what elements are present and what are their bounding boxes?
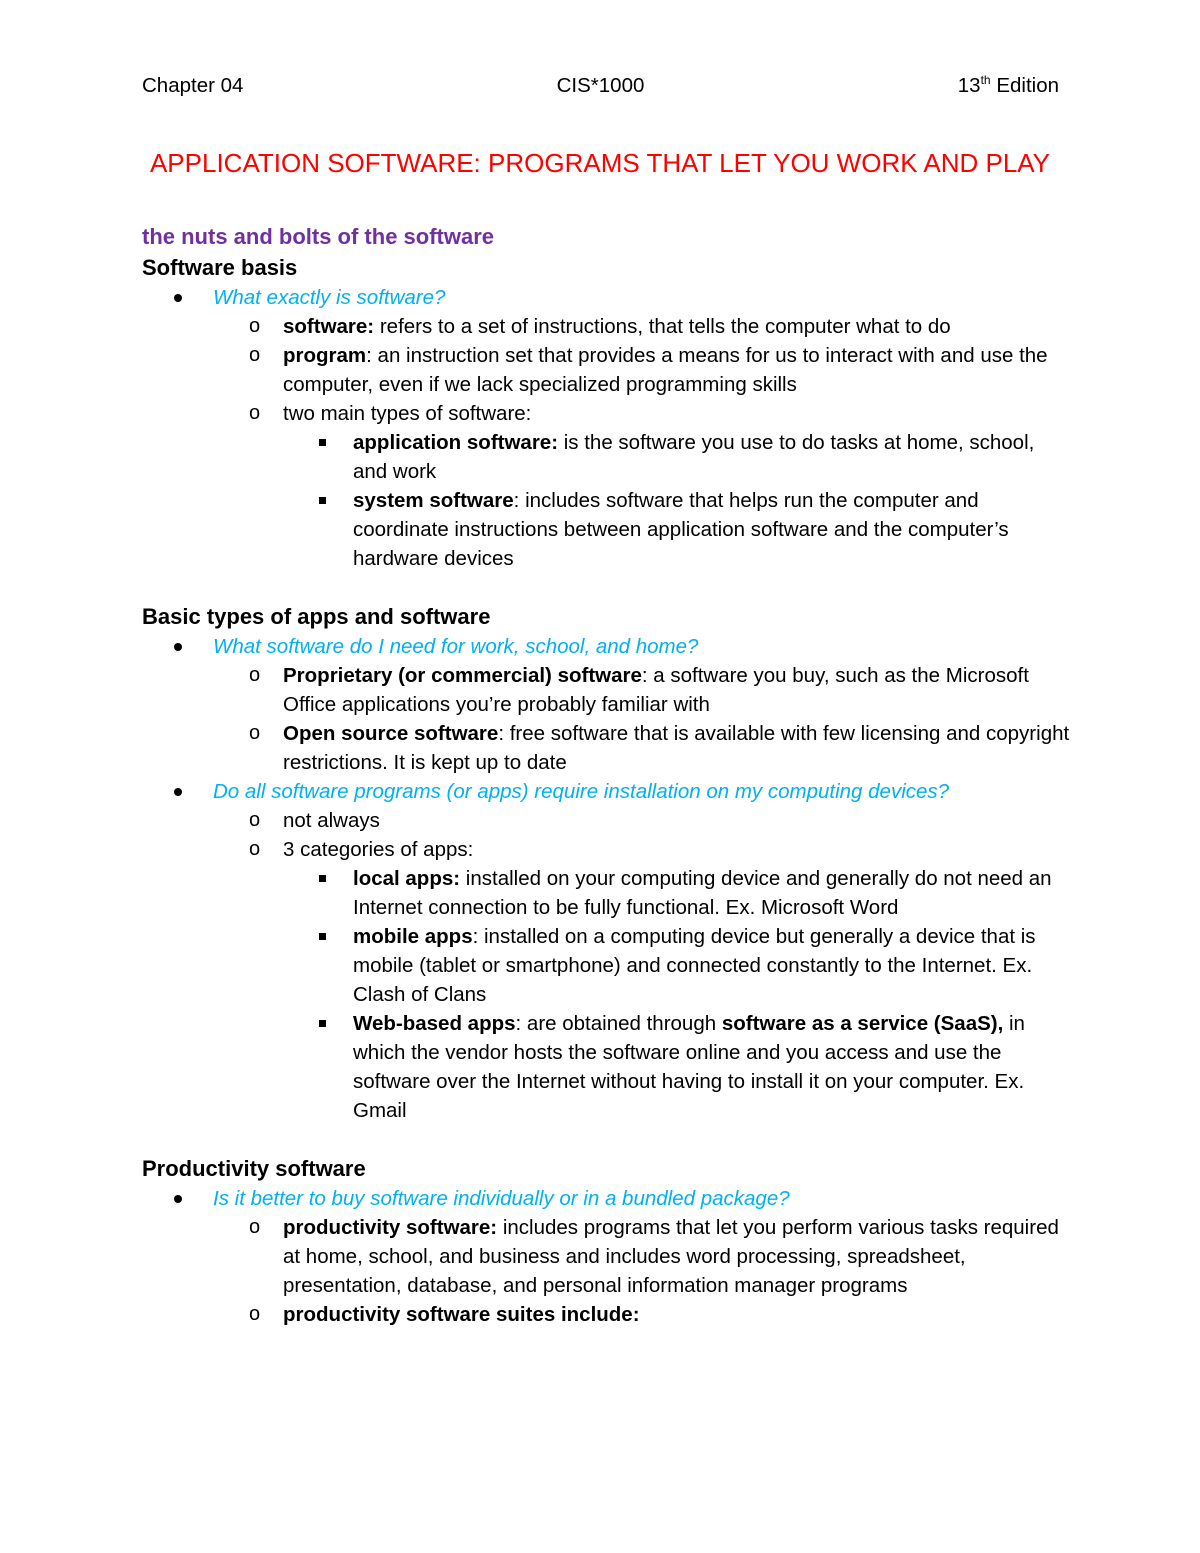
definition: : a software you buy, such as the Microsoft Office applications you’re probably familiar with [283, 664, 1029, 716]
list-item [142, 806, 1072, 835]
list-item [142, 1300, 1072, 1329]
edition-suffix: th [980, 73, 991, 88]
bullet-dot-icon [174, 643, 182, 651]
term: Web-based apps [353, 1012, 516, 1035]
bullet-circle-icon: o [249, 344, 261, 366]
software-basis-list [142, 283, 1072, 573]
list-item [142, 719, 1072, 777]
bullet-circle-icon: o [249, 1216, 261, 1238]
question-item [142, 1184, 1072, 1213]
header-course: CIS*1000 [556, 74, 645, 97]
item-text: two main types of software: [283, 402, 532, 425]
term: program [283, 344, 367, 367]
question-text: What exactly is software? [213, 286, 446, 309]
list-item [142, 341, 1072, 399]
document-body [142, 222, 1072, 1329]
section-subtitle: the nuts and bolts of the software [142, 224, 495, 249]
definition: in which the vendor hosts the software online and you access and use the software over the Internet without having to install it on your computer. Ex. Gmail [353, 1012, 1025, 1122]
heading-basic-types: Basic types of apps and software [142, 604, 491, 629]
document-title: APPLICATION SOFTWARE: PROGRAMS THAT LET YOU WORK AND PLAY [149, 148, 1051, 178]
question-item [142, 632, 1072, 661]
bullet-square-icon [319, 439, 326, 446]
bullet-circle-icon: o [249, 722, 261, 744]
question-item [142, 777, 1072, 806]
definition: : are obtained through [515, 1012, 722, 1035]
definition: refers to a set of instructions, that tells the computer what to do [374, 315, 951, 338]
term: local apps: [353, 867, 461, 890]
list-item [142, 864, 1072, 922]
item-text: 3 categories of apps: [283, 838, 474, 861]
term: Open source software [283, 722, 499, 745]
bullet-dot-icon [174, 788, 182, 796]
definition: : free software that is available with few licensing and copyright restrictions. It is kept up to date [283, 722, 1070, 774]
term: system software [353, 489, 514, 512]
edition-word: Edition [996, 74, 1059, 97]
term: software: [283, 315, 375, 338]
term: mobile apps [353, 925, 473, 948]
list-item [142, 1009, 1072, 1125]
bullet-circle-icon: o [249, 664, 261, 686]
term: software as a service (SaaS), [721, 1012, 1004, 1035]
definition: : includes software that helps run the computer and coordinate instructions between application software and the computer’s hardware devices [353, 489, 1009, 570]
list-item [142, 486, 1072, 573]
definition: : installed on a computing device but generally a device that is mobile (tablet or smartphone) and connected constantly to the Internet. Ex. Clash of Clans [353, 925, 1036, 1006]
productivity-list [142, 1184, 1072, 1329]
definition: installed on your computing device and generally do not need an Internet connection to be fully functional. Ex. Microsoft Word [353, 867, 1052, 919]
header-edition [958, 71, 1059, 100]
question-text: Do all software programs (or apps) require installation on my computing devices? [213, 780, 950, 803]
bullet-dot-icon [174, 1195, 182, 1203]
bullet-circle-icon: o [249, 402, 261, 424]
definition: : an instruction set that provides a means for us to interact with and use the computer, even if we lack specialized programming skills [283, 344, 1048, 396]
question-text: Is it better to buy software individually or in a bundled package? [213, 1187, 790, 1210]
bullet-circle-icon: o [249, 315, 261, 337]
list-item [142, 399, 1072, 428]
heading-productivity: Productivity software [142, 1156, 366, 1181]
edition-number: 13 [957, 74, 981, 97]
question-text: What software do I need for work, school, and home? [213, 635, 699, 658]
bullet-square-icon [319, 933, 326, 940]
bullet-square-icon [319, 1020, 326, 1027]
definition: includes programs that let you perform various tasks required at home, school, and business and includes word processing, spreadsheet, presentation, database, and personal information manager programs [283, 1216, 1059, 1297]
page-header [142, 71, 1059, 99]
item-text: not always [283, 809, 380, 832]
bullet-square-icon [319, 497, 326, 504]
term: productivity software suites include: [283, 1303, 640, 1326]
header-chapter: Chapter 04 [142, 74, 244, 97]
bullet-circle-icon: o [249, 838, 261, 860]
list-item [142, 922, 1072, 1009]
heading-software-basis: Software basis [142, 255, 298, 280]
list-item [142, 428, 1072, 486]
term: Proprietary (or commercial) software [283, 664, 642, 687]
bullet-dot-icon [174, 294, 182, 302]
term: application software: [353, 431, 559, 454]
list-item [142, 312, 1072, 341]
list-item [142, 1213, 1072, 1300]
question-item [142, 283, 1072, 312]
list-item [142, 835, 1072, 864]
term: productivity software: [283, 1216, 498, 1239]
bullet-circle-icon: o [249, 809, 261, 831]
bullet-circle-icon: o [249, 1303, 261, 1325]
definition: is the software you use to do tasks at home, school, and work [353, 431, 1035, 483]
list-item [142, 661, 1072, 719]
basic-types-list [142, 632, 1072, 1125]
bullet-square-icon [319, 875, 326, 882]
